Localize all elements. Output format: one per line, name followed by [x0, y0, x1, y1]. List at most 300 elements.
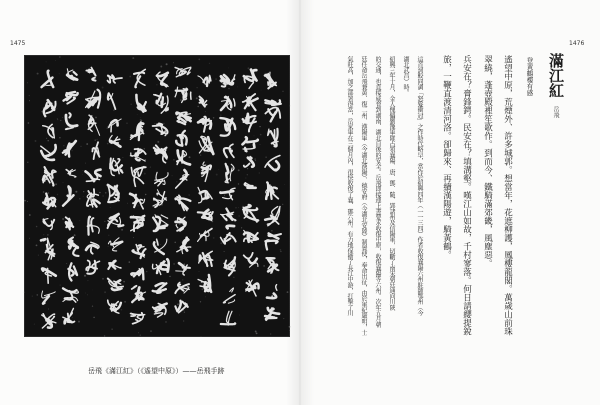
rubbing-speckle — [43, 191, 45, 193]
rubbing-speckle — [264, 244, 265, 245]
rubbing-speckle — [265, 157, 266, 158]
rubbing-speckle — [280, 249, 282, 251]
calligraphy-stroke — [108, 77, 111, 83]
rubbing-speckle — [176, 181, 177, 182]
rubbing-speckle — [82, 174, 83, 175]
rubbing-speckle — [108, 235, 109, 236]
rubbing-speckle — [47, 234, 48, 235]
rubbing-speckle — [260, 134, 262, 136]
rubbing-speckle — [63, 145, 64, 146]
rubbing-speckle — [165, 321, 166, 322]
rubbing-speckle — [172, 175, 173, 176]
book-gutter — [286, 0, 314, 405]
rubbing-speckle — [259, 172, 260, 173]
calligraphy-stroke — [275, 130, 276, 141]
calligraphy-stroke — [46, 239, 47, 250]
rubbing-speckle — [280, 251, 282, 253]
rubbing-speckle — [79, 198, 81, 200]
rubbing-speckle — [220, 242, 222, 244]
rubbing-speckle — [160, 244, 161, 245]
rubbing-speckle — [173, 159, 174, 160]
rubbing-speckle — [283, 318, 284, 319]
rubbing-speckle — [24, 200, 26, 202]
rubbing-speckle — [66, 263, 67, 264]
rubbing-speckle — [205, 296, 206, 297]
rubbing-speckle — [32, 296, 33, 297]
rubbing-speckle — [233, 277, 234, 278]
rubbing-speckle — [89, 209, 90, 210]
rubbing-speckle — [55, 183, 57, 185]
rubbing-speckle — [87, 295, 88, 296]
calligraphy-stroke — [91, 68, 95, 76]
calligraphy-stroke — [200, 255, 201, 260]
rubbing-speckle — [180, 99, 182, 101]
rubbing-speckle — [34, 324, 35, 325]
calligraphy-stroke — [276, 161, 279, 170]
rubbing-speckle — [248, 67, 250, 69]
rubbing-speckle — [121, 229, 123, 231]
calligraphy-stroke — [180, 137, 182, 138]
calligraphy-stroke — [108, 241, 111, 244]
rubbing-speckle — [200, 155, 201, 156]
rubbing-speckle — [57, 194, 58, 195]
calligraphy-stroke — [230, 168, 232, 181]
rubbing-speckle — [228, 88, 229, 89]
rubbing-speckle — [162, 224, 163, 225]
calligraphy-stroke — [118, 225, 123, 226]
rubbing-speckle — [132, 57, 134, 59]
rubbing-speckle — [59, 73, 60, 74]
calligraphy-stroke — [137, 69, 145, 85]
rubbing-speckle — [282, 91, 283, 92]
calligraphy-stroke — [245, 205, 250, 208]
calligraphy-stroke — [249, 82, 254, 88]
rubbing-speckle — [238, 215, 239, 216]
rubbing-speckle — [36, 245, 38, 247]
calligraphy-stroke — [176, 225, 178, 228]
rubbing-speckle — [256, 332, 258, 334]
rubbing-speckle — [121, 309, 123, 311]
rubbing-speckle — [41, 111, 42, 112]
calligraphy-stroke — [44, 292, 55, 296]
rubbing-speckle — [83, 196, 84, 197]
calligraphy-stroke — [115, 280, 120, 285]
rubbing-speckle — [218, 169, 219, 170]
rubbing-speckle — [238, 169, 240, 171]
rubbing-speckle — [99, 192, 100, 193]
rubbing-speckle — [240, 118, 241, 119]
calligraphy-stroke — [276, 285, 277, 291]
calligraphy-stroke — [243, 137, 247, 144]
calligraphy-stroke — [91, 218, 93, 231]
rubbing-speckle — [108, 246, 109, 247]
rubbing-speckle — [122, 157, 123, 158]
rubbing-speckle — [131, 104, 132, 105]
commentary-line: 氣旺高，加之部署得當，岳家軍在三個月內，很快收復了襄、鄧六州。有力地保衛了長江中游，打擊了川 — [346, 56, 353, 316]
calligraphy-stroke — [109, 124, 111, 132]
calligraphy-stroke — [143, 216, 145, 217]
calligraphy-stroke — [178, 301, 181, 310]
rubbing-speckle — [178, 246, 179, 247]
rubbing-speckle — [74, 234, 76, 236]
rubbing-speckle — [29, 100, 30, 101]
rubbing-speckle — [199, 271, 200, 272]
rubbing-speckle — [36, 294, 38, 296]
rubbing-speckle — [71, 150, 73, 152]
calligraphy-stroke — [209, 75, 211, 82]
rubbing-speckle — [173, 62, 174, 63]
rubbing-speckle — [80, 146, 81, 147]
poem-line: 遙望中原，荒煙外、許多城郭。想當年，花遮柳護，鳳樓龍閣。萬歲山前珠 — [502, 55, 513, 336]
rubbing-speckle — [242, 205, 243, 206]
rubbing-speckle — [182, 279, 184, 281]
rubbing-speckle — [224, 195, 225, 196]
calligraphy-stroke — [92, 78, 95, 81]
calligraphy-stroke — [271, 309, 273, 310]
calligraphy-stroke — [231, 151, 232, 152]
rubbing-speckle — [197, 106, 199, 108]
rubbing-speckle — [87, 280, 88, 281]
rubbing-speckle — [129, 76, 131, 78]
calligraphy-stroke — [220, 191, 233, 193]
calligraphy-rubbing — [24, 55, 290, 337]
rubbing-speckle — [55, 60, 56, 61]
calligraphy-stroke — [69, 246, 71, 249]
calligraphy-stroke — [132, 286, 137, 289]
rubbing-speckle — [46, 138, 47, 139]
rubbing-speckle — [98, 158, 99, 159]
rubbing-speckle — [209, 63, 210, 64]
rubbing-speckle — [47, 192, 49, 194]
rubbing-speckle — [237, 87, 238, 88]
rubbing-speckle — [197, 87, 198, 88]
commentary-line: 的交通，也直接威脅到湖南、湖北自後的安全。岳飛即接連上書要求收復中原，收復襄陽等六州。次年五月朝 — [374, 56, 381, 328]
rubbing-speckle — [183, 320, 184, 321]
rubbing-speckle — [254, 136, 255, 137]
rubbing-speckle — [63, 182, 64, 183]
calligraphy-stroke — [222, 215, 227, 221]
calligraphy-stroke — [66, 128, 73, 130]
rubbing-speckle — [255, 160, 256, 161]
rubbing-speckle — [196, 97, 198, 99]
rubbing-speckle — [85, 163, 86, 164]
rubbing-speckle — [93, 317, 95, 319]
rubbing-speckle — [47, 140, 48, 141]
rubbing-speckle — [138, 332, 139, 333]
poem-line: 兵安在？膏鋒鍔。民安在？填溝壑。嘆江山如故，千村寥落。何日請纓提銳 — [461, 55, 472, 336]
calligraphy-stroke — [70, 175, 77, 177]
right-page-number: 1476 — [569, 40, 585, 47]
calligraphy-stroke — [69, 113, 70, 117]
rubbing-speckle — [37, 73, 39, 75]
rubbing-speckle — [27, 201, 28, 202]
calligraphy-stroke — [245, 148, 247, 152]
rubbing-speckle — [238, 207, 239, 208]
calligraphy-stroke — [69, 263, 71, 280]
rubbing-speckle — [270, 333, 271, 334]
rubbing-speckle — [157, 141, 159, 143]
calligraphy-stroke — [113, 139, 120, 143]
calligraphy-stroke — [247, 289, 253, 290]
calligraphy-stroke — [230, 288, 234, 292]
calligraphy-stroke — [269, 164, 276, 170]
commentary-line: 湖北武昌）時。 — [402, 56, 409, 96]
rubbing-speckle — [235, 207, 237, 209]
rubbing-speckle — [85, 293, 86, 294]
calligraphy-stroke — [198, 187, 202, 203]
calligraphy-stroke — [131, 217, 143, 219]
calligraphy-stroke — [187, 68, 191, 75]
rubbing-speckle — [166, 63, 168, 65]
rubbing-speckle — [84, 275, 86, 277]
rubbing-speckle — [103, 195, 104, 196]
rubbing-speckle — [215, 78, 216, 79]
rubbing-speckle — [124, 301, 126, 303]
calligraphy-stroke — [244, 164, 250, 167]
poem-line: 旅，一鞭直渡清河洛。卻歸來、再續漢陽遊，騎黃鶴。 — [441, 55, 452, 259]
calligraphy-stroke — [224, 148, 231, 157]
calligraphy-stroke — [224, 233, 230, 241]
rubbing-speckle — [127, 203, 128, 204]
rubbing-speckle — [62, 117, 63, 118]
calligraphy-stroke — [250, 157, 252, 159]
calligraphy-stroke — [247, 140, 258, 143]
rubbing-speckle — [234, 325, 235, 326]
rubbing-speckle — [105, 192, 107, 194]
calligraphy-stroke — [46, 103, 52, 109]
calligraphy-stroke — [112, 288, 122, 290]
rubbing-speckle — [60, 120, 61, 121]
calligraphy-stroke — [268, 129, 270, 135]
rubbing-speckle — [23, 292, 24, 293]
rubbing-speckle — [174, 242, 175, 243]
rubbing-speckle — [144, 148, 146, 150]
calligraphy-stroke — [177, 195, 180, 198]
calligraphy-stroke — [228, 300, 234, 303]
rubbing-speckle — [156, 245, 158, 247]
rubbing-speckle — [201, 336, 202, 337]
rubbing-speckle — [28, 122, 30, 124]
rubbing-speckle — [137, 114, 138, 115]
commentary-line: 紹興三年十月，金人傀儡劉豫軍隊占領襄陽、唐、鄧、隨、郢諸州及信陽軍，切斷了南宋朝廷通向川陝 — [388, 56, 395, 311]
rubbing-speckle — [29, 238, 30, 239]
rubbing-speckle — [102, 278, 104, 280]
rubbing-speckle — [140, 110, 141, 111]
rubbing-speckle — [29, 214, 31, 216]
rubbing-speckle — [254, 158, 255, 159]
rubbing-speckle — [160, 66, 162, 68]
rubbing-speckle — [57, 108, 58, 109]
left-page-number: 1475 — [10, 40, 26, 47]
poem-author: 岳飛 — [552, 106, 559, 118]
poem-title: 滿江紅 — [547, 53, 565, 98]
rubbing-speckle — [228, 68, 229, 69]
rubbing-speckle — [173, 263, 175, 265]
rubbing-speckle — [276, 158, 277, 159]
rubbing-speckle — [224, 251, 225, 252]
rubbing-speckle — [156, 84, 157, 85]
rubbing-speckle — [202, 288, 204, 290]
calligraphy-stroke — [133, 320, 138, 324]
calligraphy-stroke — [66, 170, 70, 174]
calligraphy-stroke — [52, 170, 56, 177]
rubbing-speckle — [184, 312, 185, 313]
rubbing-speckle — [163, 123, 164, 124]
rubbing-speckle — [247, 168, 248, 169]
rubbing-speckle — [62, 218, 64, 220]
rubbing-speckle — [145, 194, 146, 195]
rubbing-speckle — [59, 56, 60, 57]
calligraphy-stroke — [86, 172, 94, 182]
poem-line: 翠繞，蓬壺殿裡笙歌作。到而今、鐵騎滿郊畿，風塵惡。 — [482, 55, 493, 268]
rubbing-speckle — [48, 308, 49, 309]
rubbing-speckle — [59, 137, 60, 138]
rubbing-speckle — [137, 205, 138, 206]
rubbing-speckle — [72, 317, 73, 318]
rubbing-speckle — [146, 271, 147, 272]
calligraphy-stroke — [108, 219, 118, 228]
calligraphy-stroke — [110, 94, 116, 109]
calligraphy-stroke — [161, 215, 168, 218]
calligraphy-stroke — [131, 273, 139, 274]
rubbing-speckle — [140, 335, 141, 336]
calligraphy-stroke — [131, 134, 137, 136]
calligraphy-stroke — [244, 70, 254, 81]
commentary-line: 這首詞較同調「怒髮衝冠」之作時代略早，當作於紹興四年（一一三四）作者收復襄陽六州駐師鄂州（今 — [416, 56, 423, 316]
rubbing-speckle — [246, 178, 247, 179]
calligraphy-stroke — [66, 115, 77, 126]
rubbing-speckle — [216, 174, 218, 176]
calligraphy-stroke — [203, 162, 206, 165]
calligraphy-stroke — [93, 199, 100, 206]
calligraphy-stroke — [162, 192, 165, 203]
rubbing-speckle — [95, 117, 97, 119]
calligraphy-stroke — [74, 72, 77, 75]
rubbing-speckle — [213, 237, 215, 239]
calligraphy-stroke — [154, 313, 162, 317]
rubbing-speckle — [205, 111, 206, 112]
calligraphy-stroke — [108, 93, 109, 99]
rubbing-speckle — [86, 143, 88, 145]
rubbing-speckle — [27, 82, 28, 83]
rubbing-speckle — [255, 331, 257, 333]
figure-caption: 岳飛《滿江紅》（《遙望中原》）——岳飛手跡 — [88, 367, 225, 375]
rubbing-speckle — [111, 329, 112, 330]
calligraphy-rubbing-image — [24, 55, 290, 337]
rubbing-speckle — [43, 234, 44, 235]
calligraphy-stroke — [136, 159, 140, 161]
rubbing-speckle — [205, 134, 206, 135]
rubbing-speckle — [169, 276, 170, 277]
rubbing-speckle — [104, 335, 105, 336]
rubbing-speckle — [92, 306, 93, 307]
rubbing-speckle — [92, 290, 93, 291]
rubbing-speckle — [123, 281, 125, 283]
poem-subtitle: 登黃鶴樓有感 — [525, 57, 534, 96]
rubbing-speckle — [150, 167, 151, 168]
calligraphy-stroke — [68, 186, 70, 196]
calligraphy-stroke — [175, 306, 177, 311]
rubbing-speckle — [263, 265, 265, 267]
rubbing-speckle — [78, 321, 80, 323]
calligraphy-stroke — [157, 239, 158, 245]
rubbing-speckle — [46, 62, 47, 63]
calligraphy-stroke — [135, 150, 142, 156]
rubbing-speckle — [271, 230, 273, 232]
rubbing-speckle — [83, 191, 84, 192]
calligraphy-stroke — [176, 271, 185, 272]
rubbing-speckle — [57, 118, 58, 119]
left-page — [0, 0, 299, 405]
rubbing-speckle — [183, 310, 184, 311]
rubbing-speckle — [241, 227, 242, 228]
calligraphy-stroke — [134, 177, 143, 186]
calligraphy-stroke — [244, 253, 253, 259]
rubbing-speckle — [238, 183, 239, 184]
rubbing-speckle — [140, 117, 141, 118]
rubbing-speckle — [261, 90, 262, 91]
rubbing-speckle — [79, 220, 80, 221]
rubbing-speckle — [126, 123, 127, 124]
rubbing-speckle — [104, 221, 105, 222]
rubbing-speckle — [189, 195, 190, 196]
rubbing-speckle — [95, 139, 96, 140]
calligraphy-stroke — [234, 99, 235, 106]
calligraphy-stroke — [227, 226, 234, 229]
rubbing-speckle — [198, 59, 200, 61]
rubbing-speckle — [29, 95, 30, 96]
rubbing-speckle — [212, 221, 213, 222]
rubbing-speckle — [282, 204, 283, 205]
rubbing-speckle — [104, 291, 106, 293]
rubbing-speckle — [133, 237, 134, 238]
rubbing-speckle — [220, 115, 221, 116]
calligraphy-stroke — [249, 118, 255, 131]
rubbing-speckle — [36, 226, 38, 228]
rubbing-speckle — [154, 123, 155, 124]
calligraphy-stroke — [142, 269, 144, 280]
calligraphy-stroke — [91, 248, 93, 254]
rubbing-speckle — [107, 143, 108, 144]
rubbing-speckle — [140, 119, 142, 121]
calligraphy-stroke — [265, 241, 277, 243]
calligraphy-stroke — [140, 199, 143, 208]
calligraphy-stroke — [120, 170, 122, 173]
rubbing-speckle — [239, 315, 240, 316]
rubbing-speckle — [150, 330, 152, 332]
rubbing-speckle — [83, 170, 84, 171]
calligraphy-stroke — [88, 261, 90, 271]
rubbing-speckle — [259, 126, 260, 127]
rubbing-speckle — [27, 162, 28, 163]
rubbing-speckle — [35, 140, 37, 142]
commentary-line: 廷任命岳飛兼黃、復二州、漢陽軍（今湖北漢陽）、德安府（今湖北安陸）制置使，奉命出征，由於軍紀嚴明，士 — [360, 56, 367, 336]
rubbing-speckle — [38, 255, 39, 256]
rubbing-speckle — [144, 173, 146, 175]
rubbing-speckle — [102, 87, 104, 89]
rubbing-speckle — [129, 261, 131, 263]
calligraphy-stroke — [175, 87, 178, 97]
rubbing-speckle — [163, 310, 165, 312]
calligraphy-stroke — [176, 222, 186, 224]
rubbing-speckle — [177, 303, 179, 305]
rubbing-speckle — [247, 174, 248, 175]
rubbing-speckle — [96, 139, 98, 141]
calligraphy-stroke — [41, 239, 45, 240]
rubbing-speckle — [189, 156, 191, 158]
rubbing-speckle — [60, 285, 61, 286]
rubbing-speckle — [75, 191, 77, 193]
